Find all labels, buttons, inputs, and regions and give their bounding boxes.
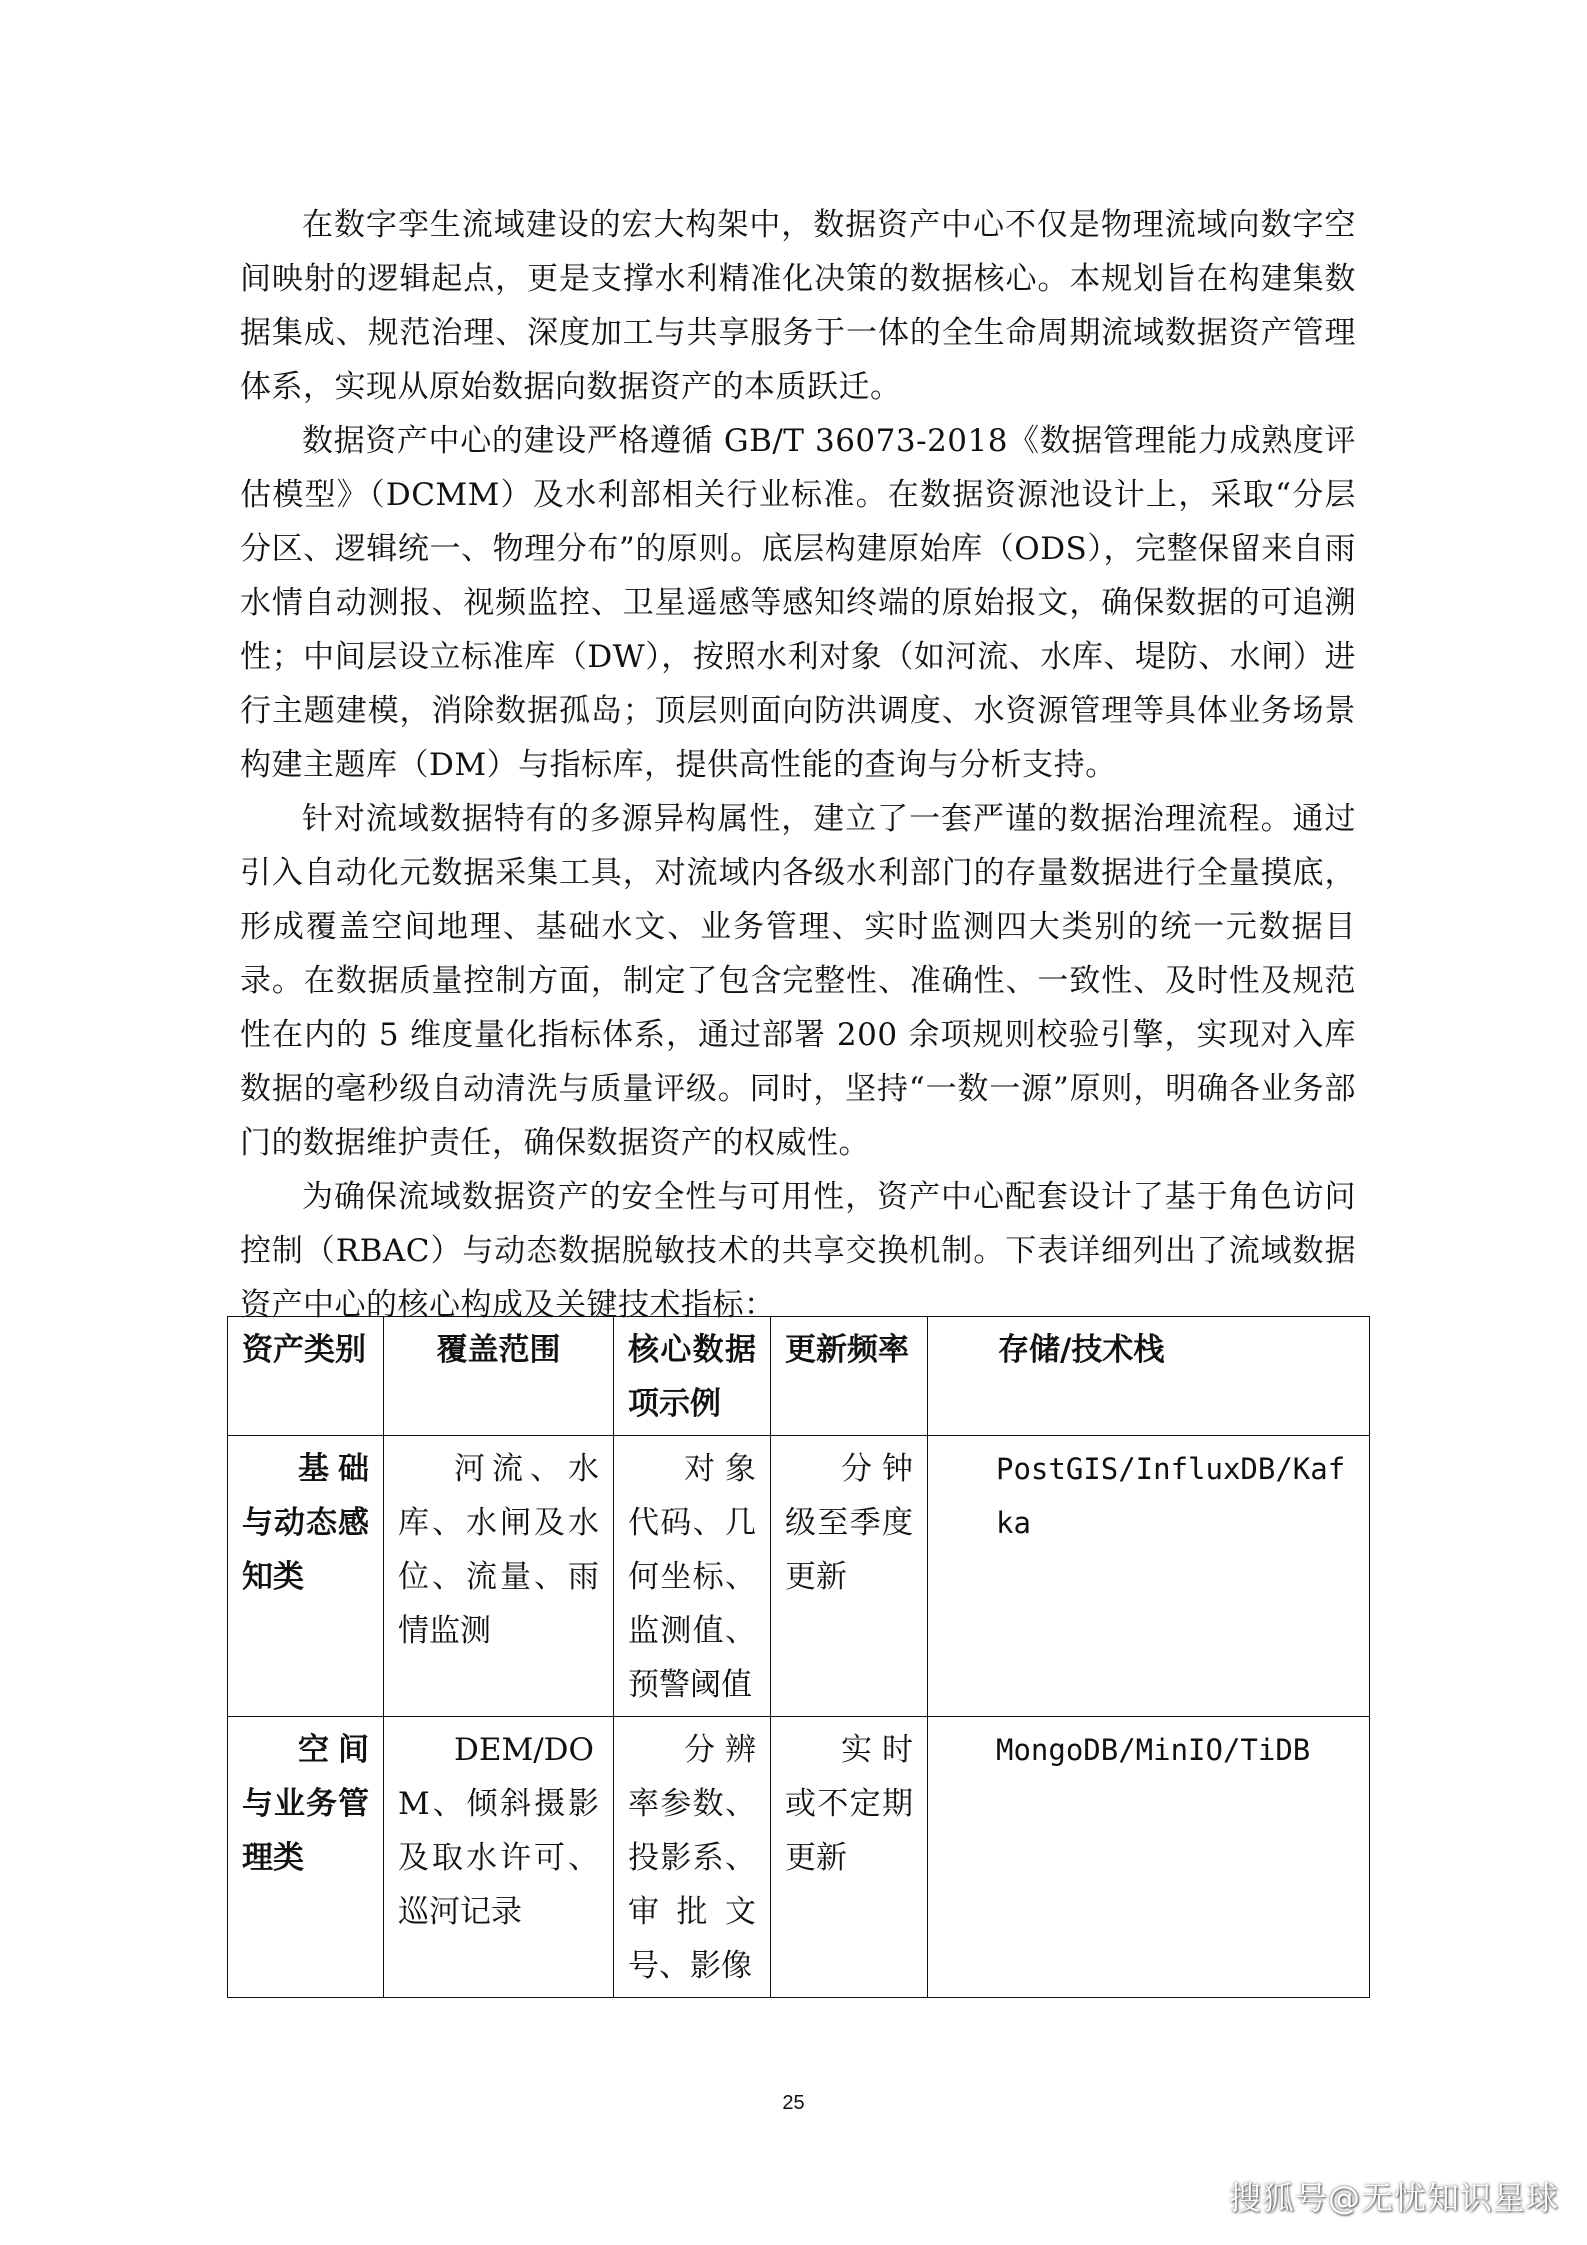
cell-update-frequency: 实时或不定期更新 xyxy=(771,1717,928,1998)
cell-category: 基础与动态感知类 xyxy=(228,1436,384,1717)
cell-update-frequency: 分钟级至季度更新 xyxy=(771,1436,928,1717)
cell-storage-tech: PostGIS/InfluxDB/Kafka xyxy=(928,1436,1370,1717)
asset-table xyxy=(227,1316,1370,1998)
table-row xyxy=(228,1717,1370,1998)
cell-coverage: 河流、水库、水闸及水位、流量、雨情监测 xyxy=(384,1436,614,1717)
table-header-row xyxy=(228,1317,1370,1436)
cell-storage-tech: MongoDB/MinIO/TiDB xyxy=(928,1717,1370,1998)
cell-core-items: 对象代码、几何坐标、监测值、预警阈值 xyxy=(614,1436,771,1717)
paragraph-governance: 针对流域数据特有的多源异构属性，建立了一套严谨的数据治理流程。通过引入自动化元数据采集工具，对流域内各级水利部门的存量数据进行全量摸底，形成覆盖空间地理、基础水文、业务管理、实时监测四大类别的统一元数据目录。在数据质量控制方面，制定了包含完整性、准确性、一致性、及时性及规范性在内的 5 维度量化指标体系，通过部署 200 余项规则校验引擎，实现对入库数据的毫秒级自动清洗与质量评级。同时，坚持“一数一源”原则，明确各业务部门的数据维护责任，确保数据资产的权威性。 xyxy=(240,801,1356,1161)
cell-coverage: DEM/DOM、倾斜摄影及取水许可、巡河记录 xyxy=(384,1717,614,1998)
cell-category: 空间与业务管理类 xyxy=(228,1717,384,1998)
paragraph-intro: 在数字孪生流域建设的宏大构架中，数据资产中心不仅是物理流域向数字空间映射的逻辑起点，更是支撑水利精准化决策的数据核心。本规划旨在构建集数据集成、规范治理、深度加工与共享服务于一体的全生命周期流域数据资产管理体系，实现从原始数据向数据资产的本质跃迁。 xyxy=(240,207,1356,405)
cell-core-items: 分辨率参数、投影系、审批文号、影像 xyxy=(614,1717,771,1998)
body-text xyxy=(240,198,1356,1332)
header-storage-tech: 存储/技术栈 xyxy=(928,1317,1370,1436)
watermark: 搜狐号@无忧知识星球 xyxy=(1228,2179,1559,2217)
header-asset-category: 资产类别 xyxy=(228,1317,384,1436)
paragraph-security: 为确保流域数据资产的安全性与可用性，资产中心配套设计了基于角色访问控制（RBAC）与动态数据脱敏技术的共享交换机制。下表详细列出了流域数据资产中心的核心构成及关键技术指标： xyxy=(240,1179,1356,1323)
header-update-frequency: 更新频率 xyxy=(771,1317,928,1436)
header-core-items: 核心数据项示例 xyxy=(614,1317,771,1436)
header-coverage: 覆盖范围 xyxy=(384,1317,614,1436)
paragraph-standards: 数据资产中心的建设严格遵循 GB/T 36073-2018《数据管理能力成熟度评估模型》（DCMM）及水利部相关行业标准。在数据资源池设计上，采取“分层分区、逻辑统一、物理分布”的原则。底层构建原始库（ODS），完整保留来自雨水情自动测报、视频监控、卫星遥感等感知终端的原始报文，确保数据的可追溯性；中间层设立标准库（DW），按照水利对象（如河流、水库、堤防、水闸）进行主题建模，消除数据孤岛；顶层则面向防洪调度、水资源管理等具体业务场景构建主题库（DM）与指标库，提供高性能的查询与分析支持。 xyxy=(240,423,1356,783)
page-number: 25 xyxy=(782,2092,805,2114)
table-row xyxy=(228,1436,1370,1717)
